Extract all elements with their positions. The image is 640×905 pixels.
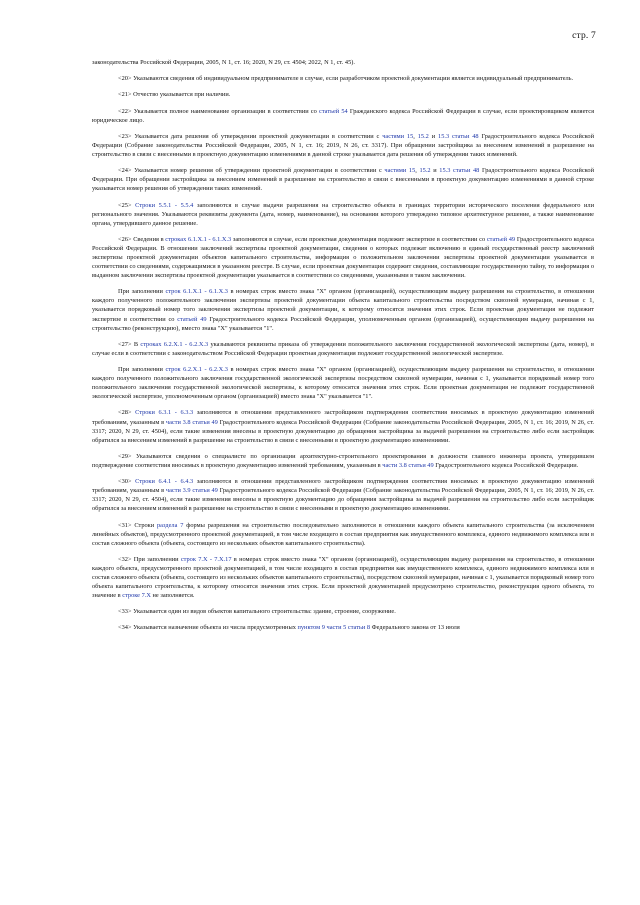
paragraph-text: <32> При заполнении bbox=[118, 555, 181, 563]
paragraph-text: формы разрешения на строительство последовательно заполняются в отношении каждого объекта капитального строительства (за исключением линейных объектов), предусмотренного проектной документацией, в том числе входящего в состав предприятия как имущественного комплекса, единого недвижимого комплекса или в состав сложного объекта (объекта, состоящего из нескольких объектов капитального строительства). bbox=[92, 521, 594, 547]
reference-link[interactable]: строк 6.1.X.1 - 6.1.X.3 bbox=[165, 288, 228, 296]
reference-link[interactable]: статьей 49 bbox=[486, 235, 516, 243]
note-27 bbox=[92, 340, 594, 358]
paragraph-text: <21> Отчество указывается при наличии. bbox=[118, 91, 231, 99]
document-body bbox=[92, 58, 594, 640]
paragraph-text: <20> Указываются сведения об индивидуальном предпринимателе в случае, если разработчиком проектной документации является индивидуальный предприниматель. bbox=[118, 75, 574, 83]
paragraph-text: Градостроительного кодекса Российской Федерации. bbox=[433, 461, 579, 469]
note-29 bbox=[92, 452, 594, 470]
note-32 bbox=[92, 555, 594, 600]
paragraph-text: , bbox=[415, 167, 420, 175]
paragraph-text: , bbox=[413, 132, 418, 140]
paragraph-text: в номерах строк вместо знака "X" органом (организацией), осуществляющим выдачу разрешения на строительство, в отношении каждого объекта, предусмотренного проектной документацией, в том числе входящего в состав предприятия как имущественного комплекса, единого недвижимого комплекса или в состав сложного объекта (объекта, состоящего из нескольких объектов капитального строительства), посредством сквозной нумерации, начиная с 1, указывается порядковый номер того объекта капитального строительства, к которому относятся значения этих строк. Если проектной документацией предусмотрено строительство, реконструкция одного объекта, то значение в bbox=[92, 555, 595, 600]
paragraph-text: Градостроительного кодекса Российской Федерации, уполномоченным органом (организацией), осуществляющим выдачу разрешения на строительство (реконструкцию), вместо знака "X" указывается "1". bbox=[92, 315, 594, 332]
paragraph-text: <24> Указывается номер решения об утверждении проектной документации в соответствии с bbox=[118, 167, 385, 175]
paragraph-text: и bbox=[430, 167, 440, 175]
note-26-fill bbox=[92, 287, 594, 332]
note-24 bbox=[92, 166, 594, 193]
paragraph-text: не заполняется. bbox=[150, 592, 195, 600]
note-33 bbox=[92, 607, 594, 616]
paragraph-text: <29> Указываются сведения о специалисте по организации архитектурно-строительного проектирования в должности главного инженера проекта, утвердившем подтверждение соответствия вносимых в проектную документацию изменений требованиям, указанным в bbox=[92, 452, 594, 469]
paragraph-text: <22> Указывается полное наименование организации в соответствии со bbox=[118, 107, 319, 115]
reference-link[interactable]: строках 6.2.X.1 - 6.2.X.3 bbox=[140, 340, 209, 348]
reference-link[interactable]: строк 6.2.X.1 - 6.2.X.3 bbox=[165, 366, 228, 374]
note-26 bbox=[92, 235, 594, 280]
paragraph-text: Градостроительного кодекса Российской Федерации. В отношении заключений экспертизы проектной документации, сведения о которых подлежат включению в единый государственный реестр заключений экспертизы проектной документации объектов капитального строительства, информация о положительном заключении экспертизы проектной документации указывается в соответствии со сведениями, содержащимися в указанном реестре. В случае, если проектная документация содержит сведения, составляющие государственную тайну, то информация о выданном заключении экспертизы проектной документации указывается в соответствии со сведениями, указанными в таком заключении. bbox=[92, 235, 594, 280]
paragraph-text: При заполнении bbox=[118, 288, 166, 296]
paragraph-text: <27> В bbox=[118, 340, 141, 348]
paragraph-text: указываются реквизиты приказа об утверждении положительного заключения государственной экологической экспертизы (дата, номер), в случае если в соответствии с законодательством Российской Федерации проектная документация подлежит государственной экологической экспертизе. bbox=[92, 340, 595, 357]
reference-link[interactable]: строке 7.X bbox=[122, 592, 151, 600]
note-21 bbox=[92, 90, 594, 99]
paragraph-text: Градостроительного кодекса Российской Федерации (Собрание законодательства Российской Федерации, 2005, N 1, ст. 16; 2019, N 26, ст. 3317). При обращении застройщика за внесением изменений в разрешение на строительство в связи с внесенными в проектную документацию изменениями в данной строке указывается дата решения об утверждении таких изменений. bbox=[92, 132, 594, 159]
paragraph-continuation bbox=[92, 58, 594, 67]
paragraph-text: и bbox=[428, 132, 439, 140]
reference-link[interactable]: части 3.8 статьи 49 bbox=[165, 418, 218, 426]
paragraph-text: <31> Строки bbox=[118, 521, 157, 529]
reference-link[interactable]: части 3.8 статьи 49 bbox=[382, 461, 434, 469]
paragraph-text: <23> Указывается дата решения об утверждении проектной документации в соответствии с bbox=[118, 132, 383, 140]
note-34 bbox=[92, 623, 594, 632]
reference-link[interactable]: частями 15 bbox=[384, 167, 416, 175]
reference-link[interactable]: статьей 49 bbox=[177, 315, 207, 323]
note-30 bbox=[92, 477, 594, 513]
paragraph-text: Федерального закона от 13 июля bbox=[370, 624, 460, 632]
reference-link[interactable]: 15.2 bbox=[419, 167, 431, 175]
paragraph-text: <30> bbox=[118, 478, 136, 486]
page-number: стр. 7 bbox=[572, 31, 596, 41]
reference-link[interactable]: пунктом 9 части 5 статьи 8 bbox=[297, 624, 371, 632]
reference-link[interactable]: части 3.9 статьи 49 bbox=[165, 487, 218, 495]
paragraph-text: заполняются в случае, если проектная документация подлежит экспертизе в соответствии со bbox=[231, 235, 487, 243]
paragraph-text: заполняются в отношении представленного застройщиком подтверждения соответствия вносимых в проектную документацию изменений требованиям, указанным в bbox=[92, 478, 594, 495]
paragraph-text: <28> bbox=[118, 409, 136, 417]
note-31 bbox=[92, 521, 594, 548]
paragraph-text: <34> Указывается назначение объекта из числа предусмотренных bbox=[118, 624, 298, 632]
reference-link[interactable]: 15.3 статьи 48 bbox=[438, 132, 479, 140]
paragraph-text: заполняются в случае выдачи разрешения на строительство объекта в границах территории исторического поселения федерального или регионального значения. Указываются реквизиты документа (дата, номер, наименование), на основании которого утверждено типовое архитектурное решение, а также наименование органа, утвердившего данное решение. bbox=[92, 201, 594, 227]
paragraph-text: <33> Указывается один из видов объектов капитального строительства: здание, строение, сооружение. bbox=[118, 608, 396, 616]
reference-link[interactable]: Строки 6.4.1 - 6.4.3 bbox=[135, 478, 194, 486]
paragraph-text: заполняются в отношении представленного застройщиком подтверждения соответствия вносимых в проектную документацию изменений требованиям, указанным в bbox=[92, 409, 594, 426]
note-20 bbox=[92, 74, 594, 83]
paragraph-text: в номерах строк вместо знака "X" органом (организацией), осуществляющим выдачу разрешения на строительство, в отношении каждого полученного положительного заключения государственной экологической экспертизы посредством сквозной нумерации, начиная с 1, указывается порядковый номер того положительного заключения государственной экологической экспертизы, к которому относятся значения этих строк. Если проектная документация не подлежит государственной экологической экспертизе, уполномоченным органом (организацией) вместо знака "X" указывается "1". bbox=[92, 366, 595, 401]
reference-link[interactable]: строках 6.1.X.1 - 6.1.X.3 bbox=[165, 235, 232, 243]
note-28 bbox=[92, 408, 594, 444]
reference-link[interactable]: 15.3 статьи 48 bbox=[439, 167, 480, 175]
note-22 bbox=[92, 107, 594, 125]
paragraph-text: законодательства Российской Федерации, 2005, N 1, ст. 16; 2020, N 29, ст. 4504; 2022, N 1, ст. 45). bbox=[92, 59, 355, 66]
paragraph-text: Градостроительного кодекса Российской Федерации (Собрание законодательства Российской Федерации, 2005, N 1, ст. 16; 2019, N 26, ст. 3317; 2020, N 29, ст. 4504), если такие изменения внесены в проектную документацию до обращения застройщика за выдачей разрешения на строительство либо если застройщик обратился за внесением изменений в разрешение на строительство в связи с внесенными в проектную документацию изменениями. bbox=[92, 418, 594, 444]
paragraph-text: <26> Сведения в bbox=[118, 235, 166, 243]
reference-link[interactable]: статьей 54 bbox=[319, 107, 348, 115]
note-25 bbox=[92, 201, 594, 228]
reference-link[interactable]: раздела 7 bbox=[156, 521, 184, 529]
reference-link[interactable]: частями 15 bbox=[382, 132, 414, 140]
paragraph-text: <25> bbox=[118, 201, 136, 209]
reference-link[interactable]: Строки 5.5.1 - 5.5.4 bbox=[135, 201, 194, 209]
paragraph-text: Градостроительного кодекса Российской Федерации. При обращении застройщика за внесением изменений в разрешение на строительство в связи с внесенными в проектную документацию изменениями в данной строке указывается номер решения об утверждении таких изменений. bbox=[92, 167, 594, 193]
paragraph-text: в номерах строк вместо знака "X" органом (организацией), осуществляющим выдачу разрешения на строительство, в отношении каждого полученного положительного заключения экспертизы проектной документации объекта капитального строительства посредством сквозной нумерации, начиная с 1, указывается порядковый номер того заключения экспертизы проектной документации, к которому относятся значения этих строк. Если проектная документация не подлежит экспертизе в соответствии со bbox=[92, 288, 595, 323]
reference-link[interactable]: Строки 6.3.1 - 6.3.3 bbox=[135, 409, 194, 417]
paragraph-text: Гражданского кодекса Российской Федерации в случае, если проектировщиком является юридическое лицо. bbox=[92, 107, 594, 124]
reference-link[interactable]: строк 7.X - 7.X.17 bbox=[180, 555, 232, 563]
paragraph-text: При заполнении bbox=[118, 366, 166, 374]
note-27-fill bbox=[92, 365, 594, 401]
reference-link[interactable]: 15.2 bbox=[417, 132, 429, 140]
note-23 bbox=[92, 132, 594, 159]
paragraph-text: Градостроительного кодекса Российской Федерации (Собрание законодательства Российской Федерации, 2005, N 1, ст. 16; 2019, N 26, ст. 3317; 2020, N 29, ст. 4504), если такие изменения внесены в проектную документацию до обращения застройщика за выдачей разрешения на строительство либо если застройщик обратился за внесением изменений в разрешение на строительство в связи с внесенными в проектную документацию изменениями. bbox=[92, 487, 594, 513]
